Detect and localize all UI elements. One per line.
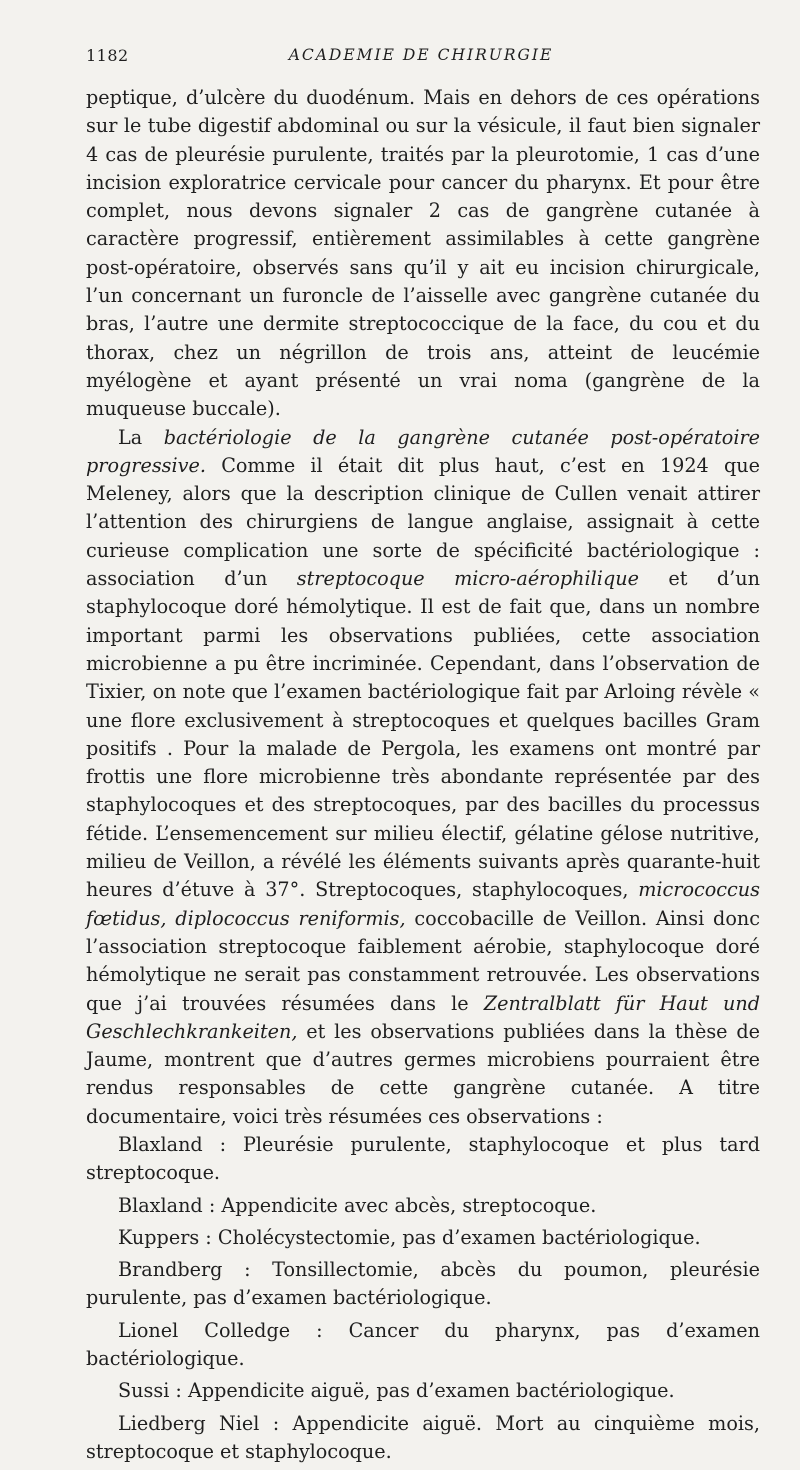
paragraph-2-text-1: La bbox=[118, 425, 164, 449]
paragraph-2-text-2: Comme il était dit plus haut, c’est en 1924 que Meleney, alors que la description clinique de Cullen venait attirer l’attention des chirurgiens de langue anglaise, assignait à cette curieuse complication une sorte de spécificité bactériologique : association d’un bbox=[86, 453, 760, 591]
page-number: 1182 bbox=[86, 46, 129, 65]
page-header bbox=[86, 46, 756, 70]
observation-entry: Brandberg : Tonsillectomie, abcès du poumon, pleurésie purulente, pas d’examen bactériologique. bbox=[86, 1258, 760, 1310]
paragraph-1: peptique, d’ulcère du duodénum. Mais en dehors de ces opérations sur le tube digestif abdominal ou sur la vésicule, il faut bien signaler 4 cas de pleurésie purulente, traités par la pleurotomie, 1 cas d’une incision exploratrice cervicale pour cancer du pharynx. Et pour être complet, nous devons signaler 2 cas de gangrène cutanée à caractère progressif, entièrement assimilables à cette gangrène post-opératoire, observés sans qu’il y ait eu incision chirurgicale, l’un concernant un furoncle de l’aisselle avec gangrène cutanée du bras, l’autre une dermite streptococcique de la face, du cou et du thorax, chez un négrillon de trois ans, atteint de leucémie myélogène et ayant présenté un vrai noma (gangrène de la muqueuse buccale). bbox=[86, 86, 760, 421]
observation-entry: Blaxland : Appendicite avec abcès, streptocoque. bbox=[118, 1193, 597, 1217]
observation-entry: Lionel Colledge : Cancer du pharynx, pas d’examen bactériologique. bbox=[86, 1318, 760, 1371]
italic-term-species: micrococcus fœtidus, diplococcus reniformis, bbox=[86, 878, 760, 930]
section-heading-italic: bactériologie de la gangrène cutanée post-opératoire progressive. bbox=[86, 425, 760, 477]
running-title: ACADEMIE DE CHIRURGIE bbox=[288, 46, 554, 64]
paragraph-2-text-3: et d’un staphylocoque doré hémolytique. Il est de fait que, dans un nombre important parmi les observations publiées, cette association microbienne a pu être incriminée. Cependant, dans l’observation de Tixier, on note que l’examen bactériologique fait par Arloing révèle « une flore exclusivement à streptocoques et quelques bacilles Gram positifs . Pour la malade de Pergola, les examens ont montré par frottis une flore microbienne très abondante représentée par des staphylocoques et des streptocoques, par des bacilles du processus fétide. L’ensemencement sur milieu électif, gélatine gélose nutritive, milieu de Veillon, a révélé les éléments suivants après quarante-huit heures d’étuve à 37°. Streptocoques, staphylocoques, bbox=[86, 567, 760, 902]
observation-entry: Blaxland : Pleurésie purulente, staphylocoque et plus tard streptocoque. bbox=[86, 1132, 760, 1185]
italic-journal-title: Zentralblatt für Haut und Geschlechkrankeiten, bbox=[86, 991, 760, 1043]
paragraph-2-text-5: et les observations publiées dans la thèse de Jaume, montrent que d’autres germes microbiens pourraient être rendus responsables de cette gangrène cutanée. A titre documentaire, voici très résumées ces observations : bbox=[86, 1019, 760, 1128]
italic-term-streptocoque: streptocoque micro-aérophilique bbox=[296, 567, 639, 591]
body-text bbox=[86, 84, 760, 1470]
paragraph-2 bbox=[86, 424, 760, 1131]
observation-entry: Liedberg Niel : Appendicite aiguë. Mort au cinquième mois, streptocoque et staphylocoque. bbox=[86, 1411, 760, 1463]
observation-entry: Kuppers : Cholécystectomie, pas d’examen bactériologique. bbox=[118, 1225, 701, 1249]
paragraph-2-text-4: coccobacille de Veillon. Ainsi donc l’association streptocoque faiblement aérobie, staphylocoque doré hémolytique ne serait pas constamment retrouvée. Les observations que j’ai trouvées résumées dans le bbox=[86, 906, 760, 1015]
observation-entry: Sussi : Appendicite aiguë, pas d’examen bactériologique. bbox=[118, 1379, 675, 1403]
